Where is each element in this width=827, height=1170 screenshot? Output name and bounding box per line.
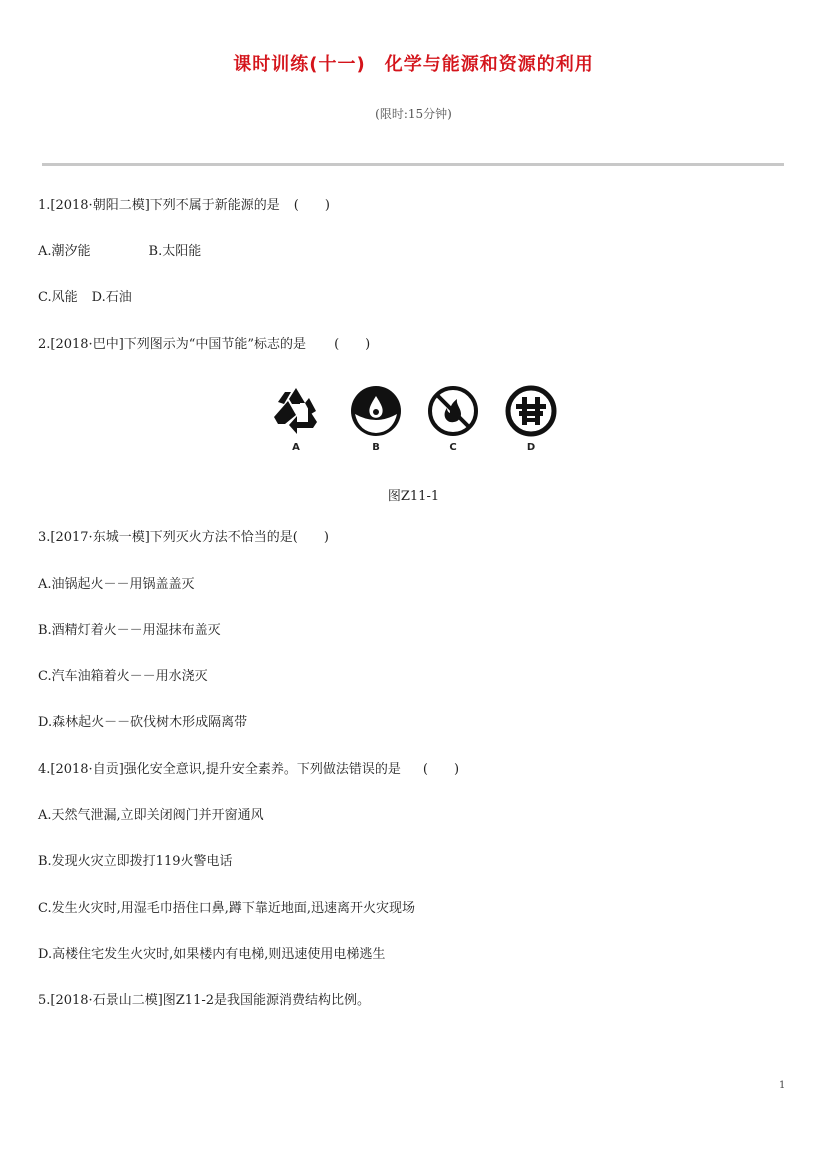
figure-label-a: A [292,442,300,453]
figure-label-c: C [449,442,457,453]
figure-option-a [268,384,324,453]
option-a: A.天然气泄漏,立即关闭阀门并开窗通风 [38,808,264,823]
figure-option-d [503,384,559,453]
answer-blank: ( ) [292,530,329,545]
page-title: 课时训练(十一) 化学与能源和资源的利用 [233,54,594,75]
option-c: C.风能 [38,290,78,305]
time-limit: (限时:15分钟) [375,107,452,121]
question-stem: 3.[2017·东城一模]下列灭火方法不恰当的是 [38,530,293,545]
option-d: D.高楼住宅发生火灾时,如果楼内有电梯,则迅速使用电梯逃生 [38,947,386,962]
figure-z11-1 [268,384,568,464]
no-fire-icon [426,384,480,438]
answer-blank: ( ) [334,337,371,352]
recycle-icon [269,384,323,438]
option-d: D.森林起火－－砍伐树木形成隔离带 [38,715,248,730]
question-stem: 1.[2018·朝阳二模]下列不属于新能源的是 [38,198,280,213]
energy-saving-icon [504,384,558,438]
figure-option-c [425,384,481,453]
question-4 [38,762,459,778]
figure-label-b: B [372,442,380,453]
figure-caption: 图Z11-1 [387,489,440,504]
option-b: B.太阳能 [148,244,202,259]
question-2 [38,337,370,353]
header-divider [42,163,784,166]
answer-blank: ( ) [422,762,460,777]
question-3 [38,530,329,546]
options-row [38,244,201,260]
question-5 [38,993,370,1009]
question-1 [38,198,330,214]
question-stem: 5.[2018·石景山二模]图Z11-2是我国能源消费结构比例。 [38,993,371,1008]
option-b: B.酒精灯着火－－用湿抹布盖灭 [38,623,221,638]
page-number: 1 [779,1080,786,1091]
water-saving-icon [349,384,403,438]
option-c: C.汽车油箱着火－－用水浇灭 [38,669,208,684]
option-d: D.石油 [91,290,132,305]
option-a: A.潮汐能 [38,244,91,259]
options-row [38,290,132,306]
question-stem: 2.[2018·巴中]下列图示为“中国节能”标志的是 [38,337,307,352]
question-stem: 4.[2018·自贡]强化安全意识,提升安全素养。下列做法错误的是 [38,762,401,777]
option-a: A.油锅起火－－用锅盖盖灭 [38,577,195,592]
option-b: B.发现火灾立即拨打119火警电话 [38,854,233,869]
figure-label-d: D [526,442,536,453]
answer-blank: ( ) [293,198,330,213]
figure-option-b [348,384,404,453]
option-c: C.发生火灾时,用湿毛巾捂住口鼻,蹲下靠近地面,迅速离开火灾现场 [38,901,416,916]
